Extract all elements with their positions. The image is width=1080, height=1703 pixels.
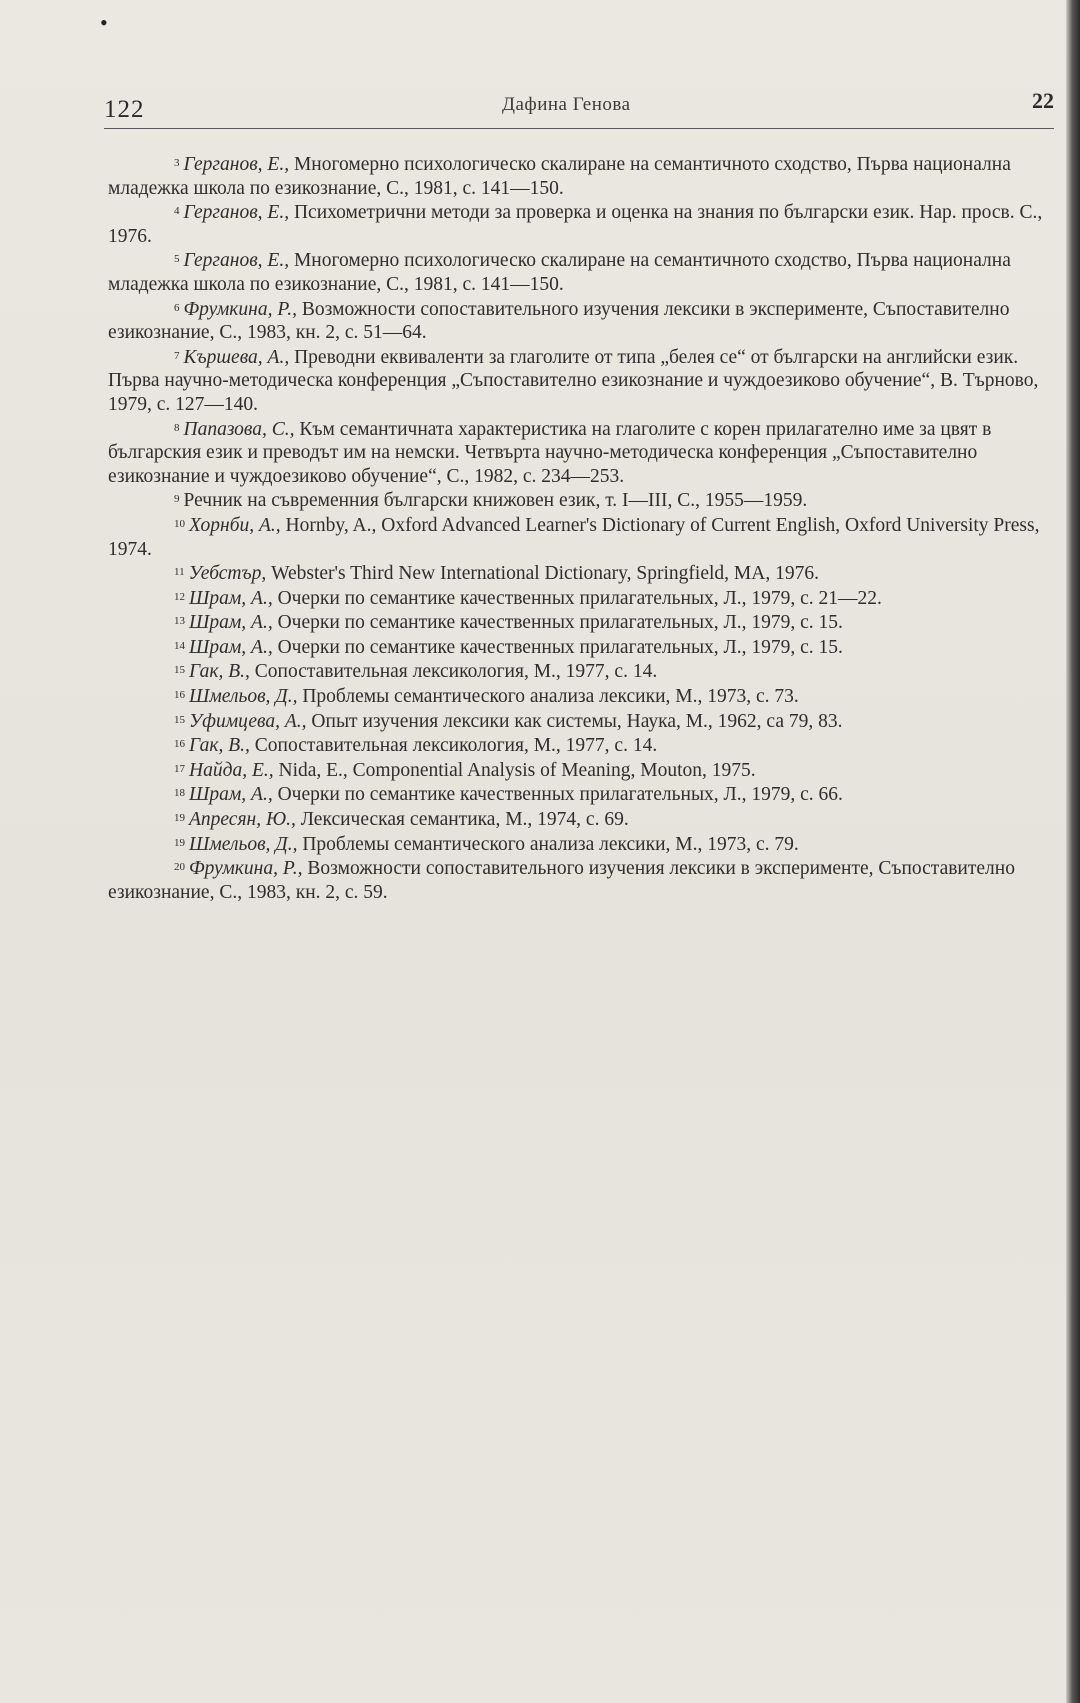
reference-item: $^{15}$ Уфимцева, А., Опыт изучения лексики как системы, Наука, М., 1962, са 79, 83. — [174, 710, 843, 732]
page-number-right: 22 — [1032, 88, 1054, 113]
reference-item: $^{13}$ Шрам, А., Очерки по семантике качественных прилагательных, Л., 1979, с. 15. — [174, 612, 843, 634]
page-edge-shadow — [1066, 0, 1080, 1703]
reference-item: $^{15}$ Гак, В., Сопоставительная лексикология, М., 1977, с. 14. — [174, 661, 658, 683]
reference-item: $^3$ Герганов, Е., Многомерно психологическо скалиране на семантичното сходство, Първа национална младежка школа по езикознание, С., 1981, с. 141—150. — [108, 154, 1011, 199]
reference-item: $^{19}$ Шмельов, Д., Проблемы семантического анализа лексики, М., 1973, с. 79. — [174, 833, 799, 855]
reference-item: $^5$ Герганов, Е., Многомерно психологическо скалиране на семантичното сходство, Първа национална младежка школа по езикознание, С., 1981, с. 141—150. — [108, 250, 1011, 295]
page-header — [104, 88, 1054, 129]
scan-dot-mark: • — [100, 10, 108, 35]
page-number: 122 — [104, 96, 145, 123]
reference-item: $^7$ Кършева, А., Преводни еквиваленти за глаголите от типа „белея се“ от български на английски език. Първа научно-методическа конференция „Съпоставително езикознание и чуждоезиково обучение“, В. Търново, 1979, с. 127—140. — [108, 346, 1039, 415]
reference-item: $^{12}$ Шрам, А., Очерки по семантике качественных прилагательных, Л., 1979, с. 21—22. — [174, 587, 882, 609]
reference-item: $^{19}$ Апресян, Ю., Лексическая семантика, М., 1974, с. 69. — [174, 809, 629, 831]
reference-item: $^8$ Папазова, С., Към семантичната характеристика на глаголите с корен прилагателно име за цвят в българския език и преводът им на немски. Четвърта научно-методическа конференция „Съпоставително езикознание и чуждоезиково обучение“, С., 1982, с. 234—253. — [108, 418, 992, 487]
running-head: Дафина Генова — [502, 94, 631, 115]
reference-item: $^{16}$ Шмельов, Д., Проблемы семантического анализа лексики, М., 1973, с. 73. — [174, 686, 799, 708]
reference-item: $^{20}$ Фрумкина, Р., Возможности сопоставительного изучения лексики в эксперименте, Съпоставително езикознание, С., 1983, кн. 2, с. 59. — [108, 858, 1015, 903]
reference-item: $^{18}$ Шрам, А., Очерки по семантике качественных прилагательных, Л., 1979, с. 66. — [174, 784, 843, 806]
reference-item: $^{11}$ Уебстър, Webster's Third New International Dictionary, Springfield, MA, 1976. — [174, 563, 819, 585]
reference-item: $^{14}$ Шрам, А., Очерки по семантике качественных прилагательных, Л., 1979, с. 15. — [174, 636, 843, 658]
reference-item: $^{16}$ Гак, В., Сопоставительная лексикология, М., 1977, с. 14. — [174, 735, 658, 757]
reference-item: $^4$ Герганов, Е., Психометрични методи за проверка и оценка на знания по български език. Нар. просв. С., 1976. — [108, 202, 1043, 247]
references-list — [108, 152, 1054, 904]
reference-item: $^{17}$ Найда, Е., Nida, E., Componential Analysis of Meaning, Mouton, 1975. — [174, 759, 756, 781]
reference-item: $^6$ Фрумкина, Р., Возможности сопоставительного изучения лексики в эксперименте, Съпоставително езикознание, С., 1983, кн. 2, с. 51—64. — [108, 298, 1010, 344]
reference-item: $^9$ Речник на съвременния български книжовен език, т. I—III, С., 1955—1959. — [174, 490, 808, 512]
reference-item: $^{10}$ Хорнби, А., Hornby, A., Oxford Advanced Learner's Dictionary of Current English, Oxford University Press, 1974. — [108, 514, 1040, 560]
